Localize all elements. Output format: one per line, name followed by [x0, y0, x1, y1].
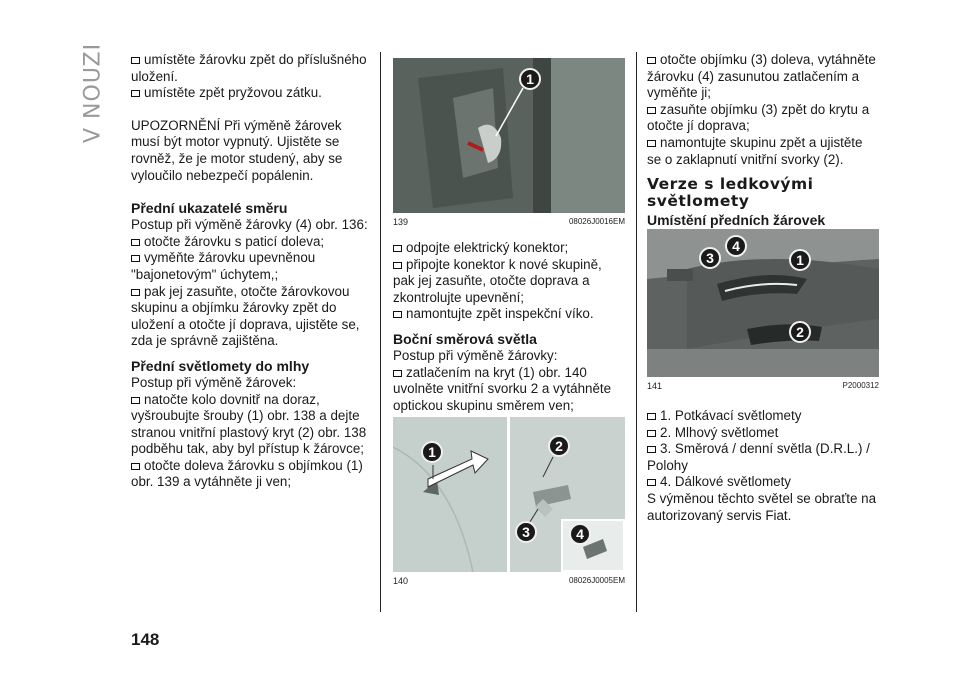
list-item: 3. Směrová / denní světla (D.R.L.) / Polohy: [647, 441, 870, 473]
list-item: natočte kolo dovnitř na doraz, vyšroubujte šrouby (1) obr. 138 a dejte stranou vnitřní plastový kryt (2) obr. 138 podběhu tak, aby byl přístup k žárovce;: [131, 391, 367, 457]
heading-fog-lights: Přední světlomety do mlhy: [131, 357, 310, 374]
checkbox-bullet-icon: [393, 245, 402, 252]
list-item: umístěte zpět pryžovou zátku.: [131, 85, 369, 102]
page-number: 148: [131, 630, 160, 649]
figure-140-illustration: [393, 417, 625, 572]
checkbox-bullet-icon: [131, 463, 140, 470]
heading-led-version: Verze s ledkovými světlomety: [647, 175, 814, 211]
callout-2: 2: [548, 435, 570, 457]
callout-3: 3: [515, 521, 537, 543]
column-2: [393, 240, 625, 414]
footer-text: S výměnou těchto světel se obraťte na autorizovaný servis Fiat.: [647, 490, 877, 523]
list-item: 1. Potkávací světlomety: [647, 408, 879, 425]
figure-139-caption: [393, 217, 625, 227]
checkbox-bullet-icon: [647, 140, 656, 147]
figure-141: [647, 229, 879, 377]
checkbox-bullet-icon: [131, 289, 140, 296]
column-divider: [380, 52, 381, 612]
callout-4: 4: [569, 523, 591, 545]
checkbox-bullet-icon: [131, 239, 140, 246]
list-item: otočte žárovku s paticí doleva;: [131, 234, 369, 251]
checkbox-bullet-icon: [647, 446, 656, 453]
checkbox-bullet-icon: [647, 479, 656, 486]
checkbox-bullet-icon: [647, 57, 656, 64]
checkbox-bullet-icon: [393, 311, 402, 318]
heading-side-indicators: Boční směrová světla: [393, 330, 537, 347]
heading-bulb-location: Umístění předních žárovek: [647, 212, 826, 229]
figure-139-illustration: [393, 58, 625, 213]
figure-code: 08026J0005EM: [568, 576, 625, 585]
figure-141-caption: [647, 381, 879, 391]
checkbox-bullet-icon: [393, 370, 402, 377]
figure-code: P2000312: [842, 381, 879, 390]
checkbox-bullet-icon: [131, 255, 140, 262]
list-item: otočte doleva žárovku s objímkou (1) obr. 139 a vytáhněte ji ven;: [131, 457, 363, 490]
callout-1: 1: [789, 249, 811, 271]
callout-3: 3: [699, 247, 721, 269]
list-item: 2. Mlhový světlomet: [647, 425, 879, 442]
list-item: umístěte žárovku zpět do příslušného uložení.: [131, 52, 367, 84]
column-3: [647, 52, 879, 229]
checkbox-bullet-icon: [647, 430, 656, 437]
list-item: vyměňte žárovku upevněnou "bajonetovým" úchytem,;: [131, 250, 316, 282]
checkbox-bullet-icon: [647, 413, 656, 420]
figure-139: [393, 58, 625, 213]
column-1: [131, 52, 369, 491]
figure-number: 139: [393, 217, 409, 227]
intro-text: Postup při výměně žárovky:: [393, 347, 558, 363]
list-item: otočte objímku (3) doleva, vytáhněte žárovku (4) zasunutou zatlačením a vyměňte ji;: [647, 52, 876, 101]
intro-text: Postup při výměně žárovky (4) obr. 136:: [131, 217, 368, 233]
callout-4: 4: [725, 235, 747, 257]
callout-1: 1: [421, 441, 443, 463]
list-item: namontujte zpět inspekční víko.: [393, 306, 625, 323]
list-item: 4. Dálkové světlomety: [647, 474, 879, 491]
callout-2: 2: [789, 321, 811, 343]
figure-code: 08026J0016EM: [568, 217, 625, 226]
list-item: zasuňte objímku (3) zpět do krytu a otočte jí doprava;: [647, 101, 870, 134]
checkbox-bullet-icon: [131, 90, 140, 97]
list-item: zatlačením na kryt (1) obr. 140 uvolněte vnitřní svorku 2 a vytáhněte optickou skupinu směrem ven;: [393, 364, 612, 413]
figure-number: 140: [393, 576, 409, 586]
callout-1: 1: [519, 68, 541, 90]
figure-140-caption: [393, 576, 625, 586]
checkbox-bullet-icon: [393, 262, 402, 269]
checkbox-bullet-icon: [131, 57, 140, 64]
figure-140: [393, 417, 625, 572]
intro-text: Postup při výměně žárovek:: [131, 374, 297, 390]
list-item: pak jej zasuňte, otočte žárovkovou skupinu a objímku žárovky zpět do uložení a otočte jí doprava, ujistěte se, zda je správně zajištěna.: [131, 283, 360, 349]
list-item: namontujte skupinu zpět a ujistěte se o zaklapnutí vnitřní svorky (2).: [647, 134, 863, 167]
warning-text: UPOZORNĚNÍ Při výměně žárovek musí být motor vypnutý. Ujistěte se rovněž, že je motor studený, aby se vyloučilo nebezpečí popálenin.: [131, 117, 343, 183]
checkbox-bullet-icon: [647, 107, 656, 114]
checkbox-bullet-icon: [131, 397, 140, 404]
figure-number: 141: [647, 381, 663, 391]
figure-141-illustration: [647, 229, 879, 377]
section-tab: V NOUZI: [80, 42, 106, 143]
list-item: připojte konektor k nové skupině, pak jej zasuňte, otočte doprava a zkontrolujte upevnění;: [393, 256, 602, 305]
column-3-lower: [647, 408, 879, 524]
list-item: odpojte elektrický konektor;: [393, 240, 625, 257]
column-divider: [636, 52, 637, 612]
heading-front-indicators: Přední ukazatelé směru: [131, 200, 288, 217]
